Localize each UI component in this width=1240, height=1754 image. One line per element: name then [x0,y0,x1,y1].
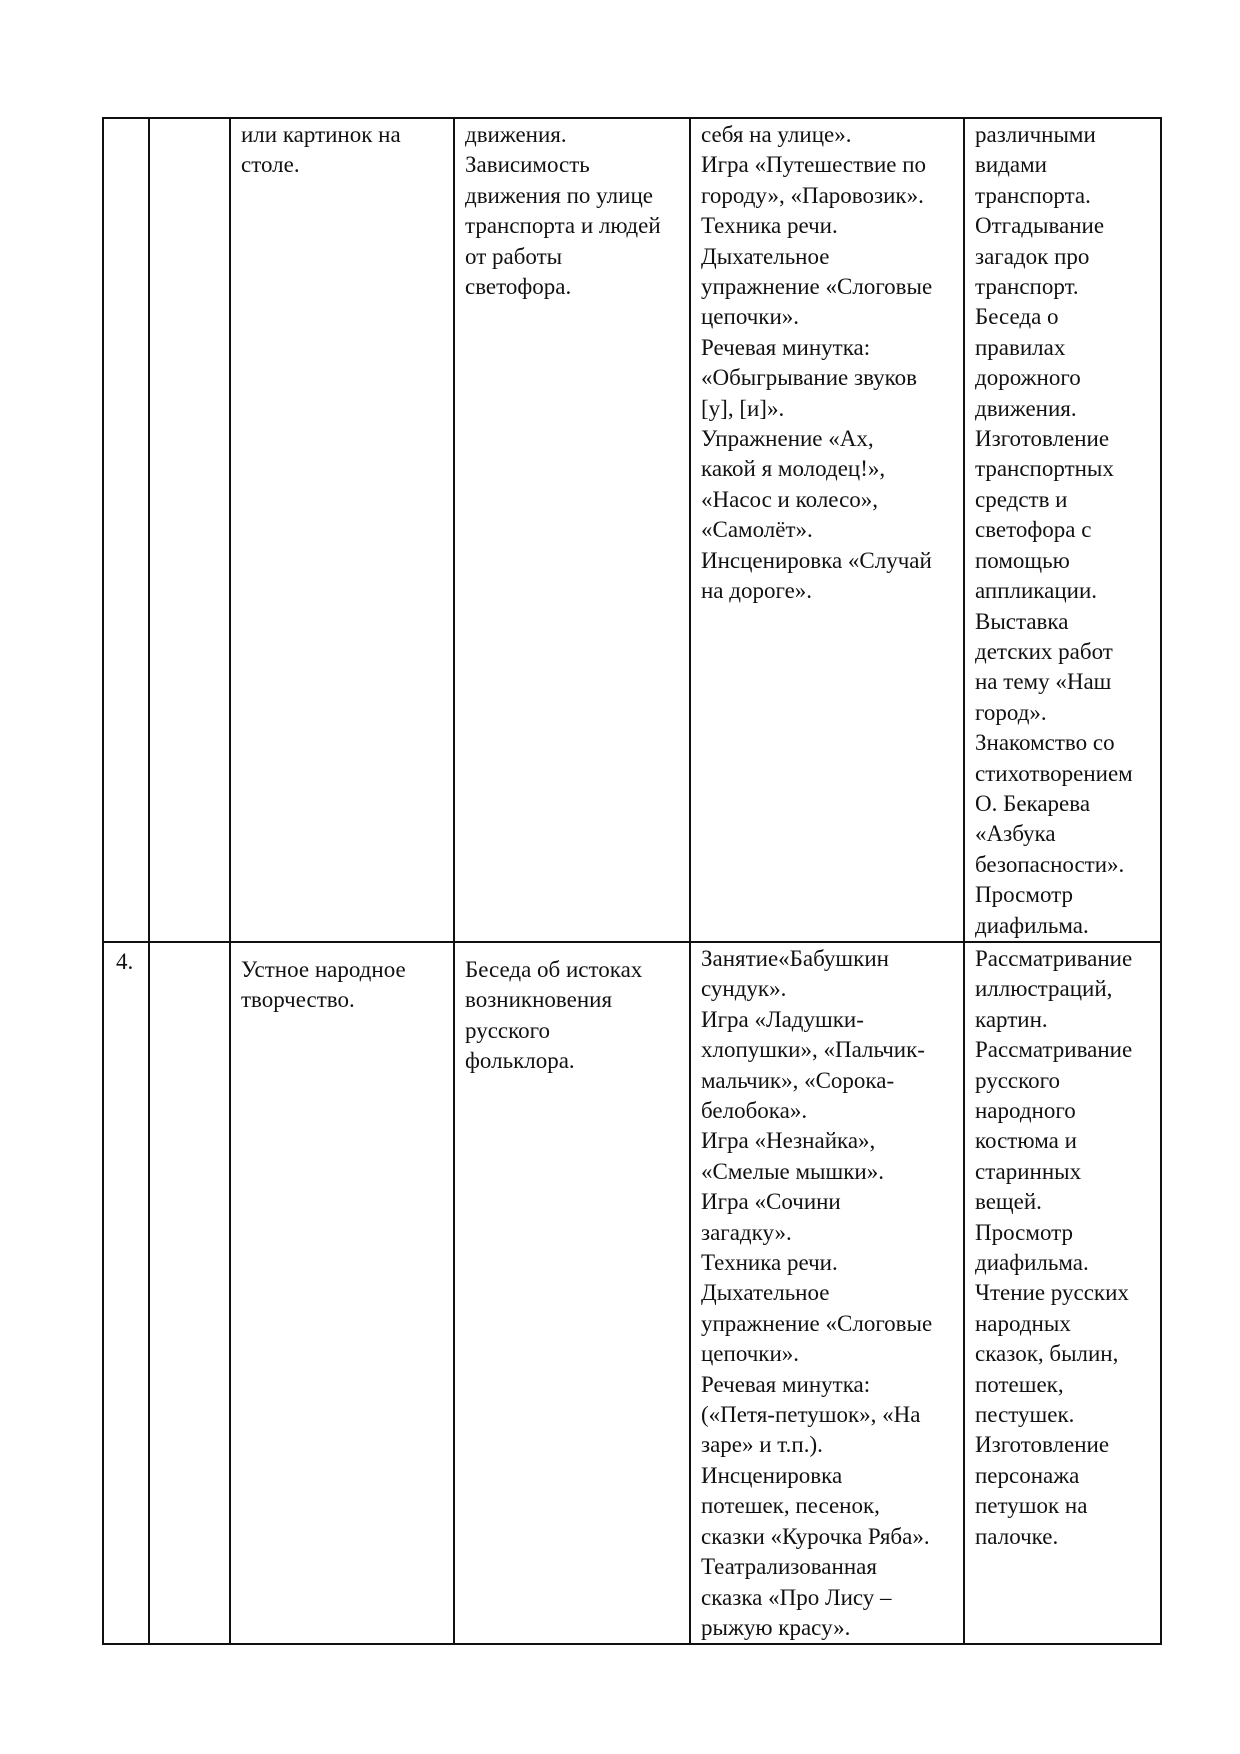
cell-text-line: Игра «Сочини [701,1189,841,1215]
cell-text-line: Изготовление [975,1432,1110,1458]
cell-text-line: иллюстраций, [975,976,1113,1002]
cell-text-line: диафильма. [975,912,1089,938]
cell-text-line: движения по улице [465,182,653,208]
cell-text-line: народных [975,1310,1071,1336]
cell-text-line: персонажа [975,1462,1080,1488]
goal-cell [454,118,690,942]
forms-cell [964,118,1161,942]
cell-text-line: Игра «Ладушки- [701,1006,864,1032]
cell-text-line: транспорта. [975,182,1091,208]
cell-text-line: Рассматривание [975,945,1133,971]
cell-text-line: Чтение русских [975,1280,1129,1306]
cell-text-line: светофора. [465,274,572,300]
cell-text-line: Речевая минутка: [701,1371,871,1397]
cell-text-line: безопасности». [975,851,1125,877]
cell-text-line: белобока». [701,1098,808,1123]
cell-text-line: «Насос и колесо», [701,486,879,512]
cell-text-line: Выставка [975,608,1069,634]
cell-text-line: сказок, былин, [975,1341,1119,1367]
cell-text-line: различными [975,122,1096,147]
period-cell [149,118,230,942]
cell-text-line: упражнение «Слоговые [701,274,933,300]
cell-text-line: загадок про [975,243,1090,269]
cell-text-line: петушок на [975,1493,1088,1519]
cell-text-line: на тему «Наш [975,669,1112,695]
cell-text-line: потешек, [975,1371,1064,1397]
cell-text-line: творчество. [241,987,355,1013]
cell-text-line: светофора с [975,517,1092,543]
cell-text-line: Игра «Путешествие по [701,152,927,178]
cell-text-line: старинных [975,1158,1082,1184]
content-cell [690,118,964,942]
table-row [103,118,1161,942]
cell-text-line: детских работ [975,638,1113,664]
cell-text-line: О. Бекарева [975,790,1091,816]
cell-text-line: Театрализованная [701,1554,877,1580]
cell-text-line: Инсценировка «Случай [701,547,932,573]
cell-text-line: потешек, песенок, [701,1493,880,1519]
cell-text-line: какой я молодец!», [701,456,886,482]
cell-text-line: мальчик», «Сорока- [701,1067,895,1093]
cell-text-line: «Самолёт». [701,517,813,543]
cell-text-line: «Обыгрывание звуков [701,365,918,391]
cell-text-line: Устное народное [241,956,406,982]
cell-text-line: видами [975,152,1047,178]
cell-text-line: сказка «Про Лису – [701,1584,892,1610]
cell-text-line: Инсценировка [701,1462,843,1488]
table-row [103,942,1161,1644]
cell-text-line: Речевая минутка: [701,334,871,360]
goal-cell [454,942,690,1644]
cell-text-line: Дыхательное [701,1280,830,1306]
cell-text-line: Отгадывание [975,213,1105,239]
cell-text-line: столе. [241,152,300,178]
cell-text-line: Изготовление [975,426,1110,452]
cell-text-line: сундук». [701,976,787,1002]
cell-text-line: Беседа о [975,304,1059,330]
topic-cell [230,942,454,1644]
cell-text-line: «Смелые мышки». [701,1158,884,1184]
cell-text-line: или картинок на [241,122,401,147]
cell-text-line: транспортных [975,456,1114,482]
cell-text-line: картин. [975,1006,1048,1032]
content-cell [690,942,964,1644]
period-cell [149,942,230,1644]
cell-text-line: дорожного [975,365,1081,391]
cell-text-line: правилах [975,334,1066,360]
cell-text-line: движения. [975,395,1077,421]
cell-text-line: аппликации. [975,578,1098,604]
cell-text-line: помощью [975,547,1070,573]
cell-text-line: транспорт. [975,274,1079,300]
row-number-cell [103,118,149,942]
cell-text-line: Техника речи. [701,1250,838,1276]
cell-text-line: народного [975,1098,1076,1123]
cell-text-line: цепочки». [701,1341,800,1367]
cell-text-line: Беседа об истоках [465,956,643,982]
cell-text-line: Техника речи. [701,213,838,239]
cell-text-line: палочке. [975,1523,1059,1549]
cell-text-line: диафильма. [975,1250,1089,1276]
cell-text-line: транспорта и людей [465,213,661,239]
cell-text-line: «Азбука [975,821,1056,847]
cell-text-line: стихотворением [975,760,1133,786]
row-number-cell: 4. [103,942,149,1644]
cell-text-line: русского [975,1067,1060,1093]
forms-cell [964,942,1161,1644]
cell-text-line: костюма и [975,1128,1077,1154]
cell-text-line: Зависимость [465,152,590,178]
cell-text-line: хлопушки», «Пальчик- [701,1037,925,1063]
cell-text-line: [у], [и]». [701,395,785,421]
cell-text-line: на дороге». [701,578,813,604]
cell-text-line: от работы [465,243,563,269]
cell-text-line: сказки «Курочка Ряба». [701,1523,930,1549]
topic-cell [230,118,454,942]
cell-text-line: себя на улице». [701,122,852,147]
cell-text-line: Просмотр [975,882,1073,908]
cell-text-line: («Петя-петушок», «На [701,1402,921,1428]
cell-text-line: упражнение «Слоговые [701,1310,933,1336]
cell-text-line: городу», «Паровозик». [701,182,924,208]
cell-text-line: Игра «Незнайка», [701,1128,876,1154]
cell-text-line: вещей. [975,1189,1042,1215]
cell-text-line: русского [465,1017,550,1043]
cell-text-line: Просмотр [975,1219,1073,1245]
cell-text-line: возникновения [465,987,613,1013]
cell-text-line: город». [975,699,1047,725]
lesson-plan-table [102,117,1162,1645]
cell-text-line: Занятие«Бабушкин [701,945,889,971]
cell-text-line: Упражнение «Ах, [701,426,874,452]
cell-text-line: цепочки». [701,304,800,330]
cell-text-line: Дыхательное [701,243,830,269]
cell-text-line: пестушек. [975,1402,1075,1428]
cell-text-line: фольклора. [465,1048,575,1074]
cell-text-line: движения. [465,122,567,147]
cell-text-line: Знакомство со [975,730,1115,756]
cell-text-line: рыжую красу». [701,1614,851,1640]
cell-text-line: загадку». [701,1219,792,1245]
cell-text-line: заре» и т.п.). [701,1432,823,1458]
cell-text-line: Рассматривание [975,1037,1133,1063]
cell-text-line: средств и [975,486,1068,512]
